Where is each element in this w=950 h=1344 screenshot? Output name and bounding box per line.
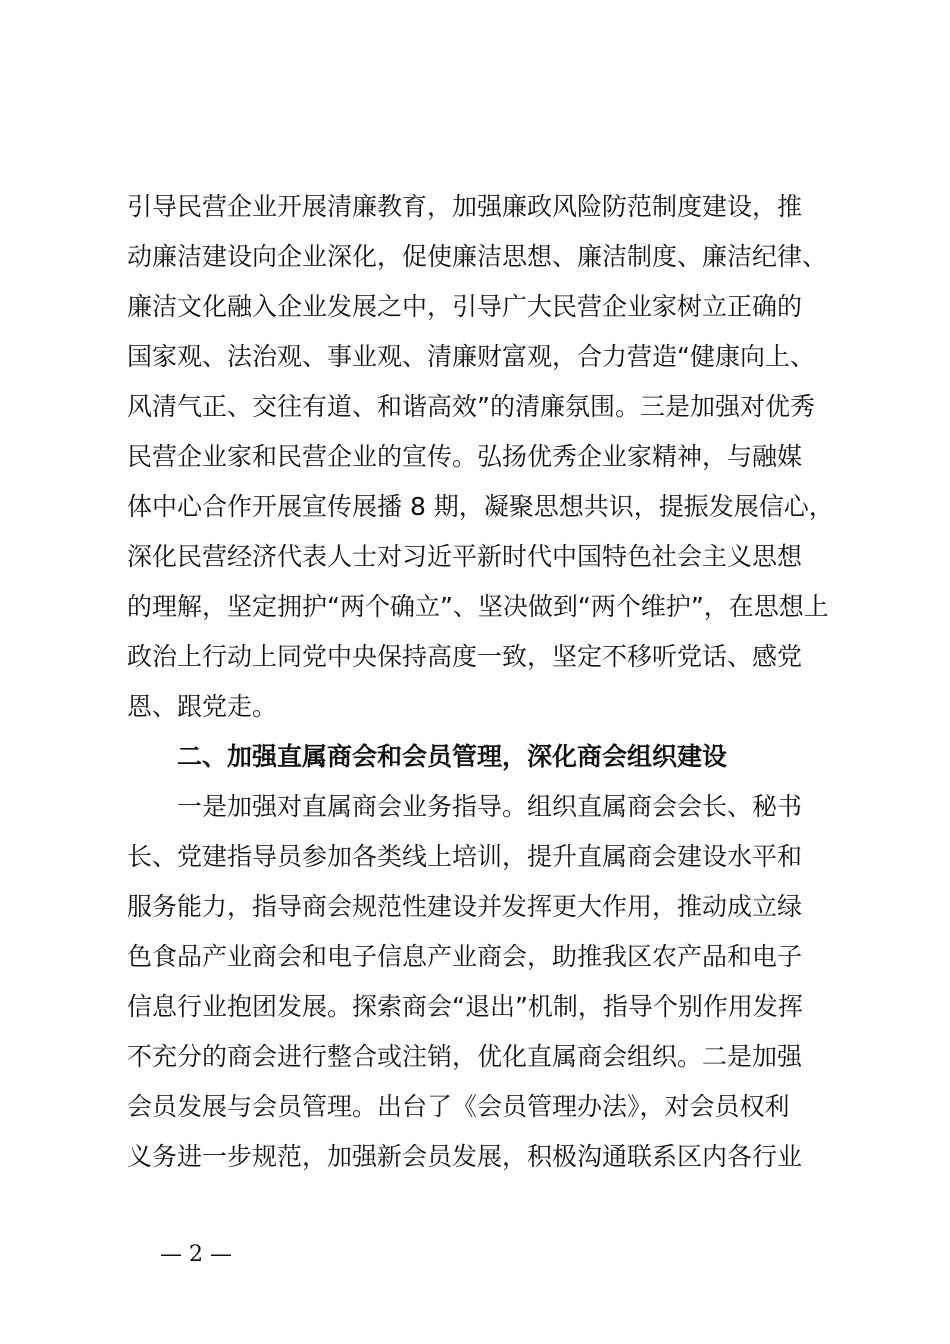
text-line: 长、党建指导员参加各类线上培训，提升直属商会建设水平和 [127, 842, 803, 871]
text-line: 一是加强对直属商会业务指导。组织直属商会会长、秘书 [177, 792, 803, 821]
text-line: 民营企业家和民营企业的宣传。弘扬优秀企业家精神，与融媒 [127, 442, 803, 471]
text-line: 服务能力，指导商会规范性建设并发挥更大作用，推动成立绿 [127, 892, 803, 921]
text-line: 义务进一步规范，加强新会员发展，积极沟通联系区内各行业 [127, 1142, 803, 1171]
text-line: 深化民营经济代表人士对习近平新时代中国特色社会主义思想 [127, 542, 803, 571]
text-line: 信息行业抱团发展。探索商会“退出”机制，指导个别作用发挥 [127, 992, 803, 1021]
text-line: 色食品产业商会和电子信息产业商会，助推我区农产品和电子 [127, 942, 803, 971]
text-line: 的理解，坚定拥护“两个确立”、坚决做到“两个维护”，在思想上 [127, 592, 829, 621]
text-line: 不充分的商会进行整合或注销，优化直属商会组织。二是加强 [127, 1042, 803, 1071]
page-number: — 2 — [160, 1242, 232, 1267]
text-line: 引导民营企业开展清廉教育，加强廉政风险防范制度建设，推 [127, 192, 803, 221]
text-line: 政治上行动上同党中央保持高度一致，坚定不移听党话、感党 [127, 642, 803, 671]
section-heading: 二、加强直属商会和会员管理，深化商会组织建设 [177, 742, 728, 771]
text-line: 国家观、法治观、事业观、清廉财富观，合力营造“健康向上、 [127, 342, 815, 371]
text-line: 体中心合作开展宣传展播 8 期，凝聚思想共识，提振发展信心， [127, 492, 834, 521]
text-line: 廉洁文化融入企业发展之中，引导广大民营企业家树立正确的 [127, 292, 803, 321]
text-line: 会员发展与会员管理。出台了《会员管理办法》，对会员权利 [127, 1092, 790, 1121]
text-line: 动廉洁建设向企业深化，促使廉洁思想、廉洁制度、廉洁纪律、 [127, 242, 828, 271]
text-line: 恩、跟党走。 [127, 692, 278, 721]
text-line: 风清气正、交往有道、和谐高效”的清廉氛围。三是加强对优秀 [127, 392, 815, 421]
body-text [127, 182, 867, 1182]
